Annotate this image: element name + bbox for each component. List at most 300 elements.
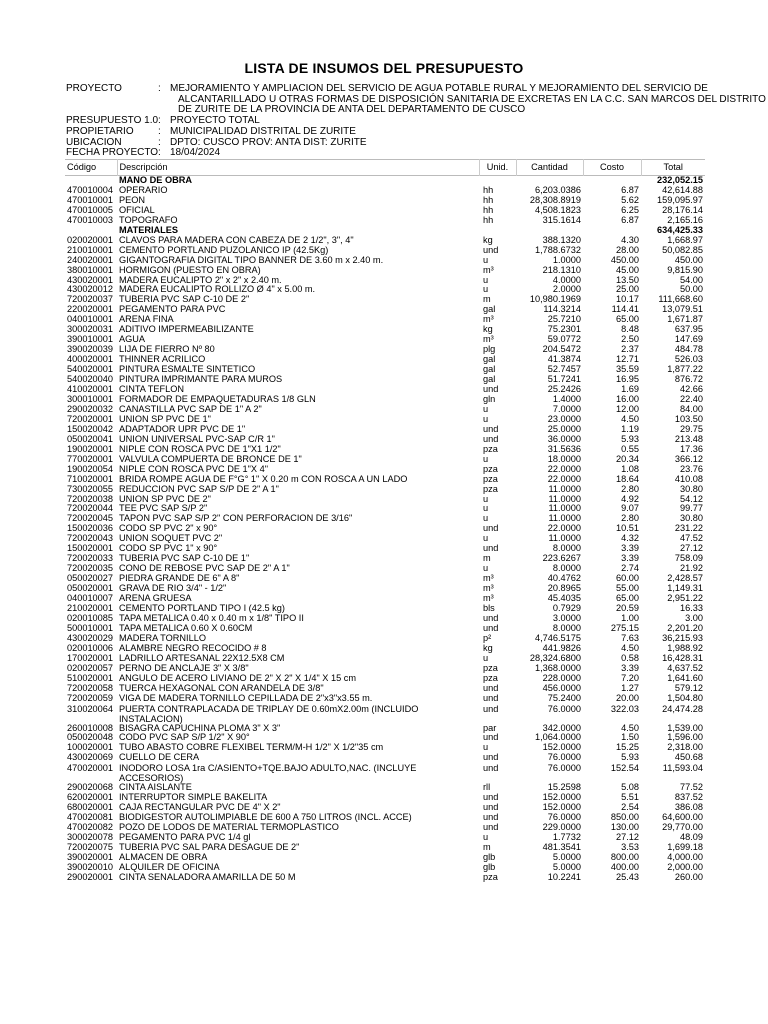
table-row xyxy=(65,495,705,505)
cell-cost: 6.87 xyxy=(621,185,639,195)
cell-cost: 6.25 xyxy=(621,205,639,215)
cell-unit: glb xyxy=(483,853,496,862)
cell-code: 720020058 xyxy=(67,683,113,693)
cell-code: 540020001 xyxy=(67,365,113,375)
cell-cost: 2.80 xyxy=(621,514,639,524)
cell-description: CEMENTO PORTLAND TIPO I (42.5 kg) xyxy=(119,603,285,613)
header-description: Descripción xyxy=(117,160,479,176)
cell-quantity: 28,324.6800 xyxy=(529,653,581,663)
cell-quantity: 218.1310 xyxy=(542,265,581,275)
cell-quantity: 315.1614 xyxy=(542,215,581,225)
cell-quantity: 1,788.6732 xyxy=(535,245,581,255)
cell-description: ALQUILER DE OFICINA xyxy=(119,862,220,872)
cell-quantity: 8.0000 xyxy=(552,623,581,633)
cell-code: 470010004 xyxy=(67,185,113,195)
cell-code: 470020082 xyxy=(67,823,113,833)
cell-cost: 5.51 xyxy=(621,793,639,803)
cell-description: CEMENTO PORTLAND PUZOLANICO IP (42.5Kg) xyxy=(119,245,329,255)
project-info xyxy=(66,83,766,159)
cell-description: INTERRUPTOR SIMPLE BAKELITA xyxy=(119,793,268,803)
cell-cost: 5.08 xyxy=(621,783,639,793)
cell-code: 300020078 xyxy=(67,833,113,843)
cell-cost xyxy=(583,226,641,236)
cell-description: ANGULO DE ACERO LIVIANO DE 2" X 2" X 1/4" X 15 cm xyxy=(119,673,356,683)
cell-cost: 13.50 xyxy=(616,275,639,285)
cell-cost: 3.39 xyxy=(621,663,639,673)
date-row: FECHA PROYECTO : 18/04/2024 xyxy=(66,147,221,159)
cell-cost: 2.74 xyxy=(621,564,639,574)
cell-cost: 1.27 xyxy=(621,683,639,693)
cell-cost xyxy=(583,176,641,186)
cell-total: 4,000.00 xyxy=(667,853,703,862)
table-row xyxy=(65,295,705,305)
cell-code: 020020001 xyxy=(67,235,113,245)
table-row xyxy=(65,514,705,524)
cell-quantity: 10.2241 xyxy=(547,872,581,882)
cell-total: 2,428.57 xyxy=(667,574,703,584)
table-row xyxy=(65,385,705,395)
cell-description: ADITIVO IMPERMEABILIZANTE xyxy=(119,325,254,335)
cell-unit: pza xyxy=(483,872,498,882)
table-row xyxy=(65,266,705,276)
cell-unit: und xyxy=(483,813,499,823)
cell-unit: gal xyxy=(483,305,496,315)
cell-total: 21.92 xyxy=(680,564,703,574)
cell-code: 170020001 xyxy=(67,653,113,663)
cell-cost: 12.71 xyxy=(616,355,639,365)
cell-description: TEE PVC SAP S/P 2" xyxy=(119,504,208,514)
cell-description: INODORO LOSA 1ra C/ASIENTO+TQE.BAJO ADULTO,NAC. (INCLUYE ACCESORIOS) xyxy=(119,763,417,784)
cell-unit: und xyxy=(483,245,499,255)
budget-row: PRESUPUESTO 1.0 : PROYECTO TOTAL xyxy=(66,115,260,127)
cell-description: MADERA EUCALIPTO ROLLIZO Ø 4" x 5.00 m. xyxy=(119,285,316,295)
cell-quantity: 152.0000 xyxy=(542,803,581,813)
cell-code: 220020001 xyxy=(67,305,113,315)
cell-cost: 10.51 xyxy=(616,524,639,534)
cell-cost: 4.30 xyxy=(621,235,639,245)
location-row: UBICACION : DPTO: CUSCO PROV: ANTA DIST: ZURITE xyxy=(66,136,367,148)
cell-description: MADERA EUCALIPTO 2" x 2" x 2.40 m. xyxy=(119,275,282,285)
cell-quantity: 1.0000 xyxy=(552,255,581,265)
cell-code: 310020064 xyxy=(67,703,113,714)
cell-code: 720020045 xyxy=(67,514,113,524)
table-row xyxy=(65,315,705,325)
table-row xyxy=(65,524,705,534)
cell-description: MADERA TORNILLO xyxy=(119,633,206,643)
cell-code: 720020037 xyxy=(67,295,113,305)
project-label: PROYECTO xyxy=(66,83,122,94)
cell-description: UNION SP PVC DE 1" xyxy=(119,414,211,424)
cell-cost: 18.64 xyxy=(616,474,639,484)
cell-unit: und xyxy=(483,733,499,743)
cell-total: 1,877.22 xyxy=(667,365,703,375)
cell-quantity: 11.0000 xyxy=(548,504,581,514)
table-row xyxy=(65,445,705,455)
cell-total: 22.40 xyxy=(680,394,703,404)
cell-total: 231.22 xyxy=(674,524,703,534)
cell-cost: 16.95 xyxy=(616,375,639,385)
cell-cost: 45.00 xyxy=(616,265,639,275)
table-row xyxy=(65,674,705,684)
table-row xyxy=(65,614,705,624)
cell-code: 260010008 xyxy=(67,723,113,733)
cell-total: 1,699.18 xyxy=(667,843,703,853)
cell-description: TUBERIA PVC SAL PARA DESAGUE DE 2" xyxy=(119,843,300,853)
cell-code: 720020038 xyxy=(67,494,113,504)
cell-description: CODO SP PVC 2" x 90° xyxy=(119,524,218,534)
cell-cost: 0.55 xyxy=(621,444,639,454)
table-row xyxy=(65,753,705,763)
cell-total: 2,165.16 xyxy=(667,215,703,225)
cell-cost: 152.54 xyxy=(610,763,639,774)
header-unit: Unid. xyxy=(479,160,516,176)
cell-description: ARENA FINA xyxy=(119,315,174,325)
cell-unit: bls xyxy=(483,603,495,613)
table-row xyxy=(65,206,705,216)
table-row xyxy=(65,475,705,485)
cell-total: 84.00 xyxy=(680,404,703,414)
table-row xyxy=(65,355,705,365)
cell-code: 470010005 xyxy=(67,205,113,215)
cell-unit: u xyxy=(483,653,489,663)
cell-total: 2,318.00 xyxy=(667,743,703,753)
cell-total: 50,082.85 xyxy=(662,245,703,255)
cell-cost: 65.00 xyxy=(616,594,639,604)
cell-unit: und xyxy=(483,793,499,803)
cell-quantity: 41.3874 xyxy=(547,355,581,365)
cell-cost: 1.69 xyxy=(621,385,639,395)
cell-quantity: 1,368.0000 xyxy=(535,663,581,673)
cell-code: 380010001 xyxy=(67,265,113,275)
table-row xyxy=(65,196,705,206)
cell-total: 579.12 xyxy=(674,683,703,693)
table-row xyxy=(65,684,705,694)
cell-cost: 2.80 xyxy=(621,484,639,494)
cell-cost: 20.59 xyxy=(616,603,639,613)
cell-code: 300010001 xyxy=(67,394,113,404)
cell-total: 232,052.15 xyxy=(657,175,703,185)
cell-cost: 3.53 xyxy=(621,843,639,853)
cell-description: TUBO ABASTO COBRE FLEXIBEL TERM/M-H 1/2" X 1/2"35 cm xyxy=(119,743,384,753)
cell-total: 111,668.60 xyxy=(658,295,703,305)
table-row xyxy=(65,504,705,514)
cell-description: HORMIGON (PUESTO EN OBRA) xyxy=(119,265,261,275)
header-quantity: Cantidad xyxy=(516,160,583,176)
cell-code: 500010001 xyxy=(67,623,113,633)
cell-cost: 10.17 xyxy=(616,295,639,305)
table-row xyxy=(65,823,705,833)
cell-unit: u xyxy=(483,454,489,464)
owner-row: PROPIETARIO : MUNICIPALIDAD DISTRITAL DE ZURITE xyxy=(66,125,356,137)
cell-description: PINTURA ESMALTE SINTETICO xyxy=(119,365,256,375)
cell-quantity: 75.2301 xyxy=(547,325,581,335)
cell-quantity: 456.0000 xyxy=(542,683,581,693)
cell-code: 020010006 xyxy=(67,643,113,653)
cell-total: 48.09 xyxy=(680,833,703,843)
cell-quantity: 223.6267 xyxy=(542,554,581,564)
cell-cost: 2.37 xyxy=(621,345,639,355)
cell-description: BRIDA ROMPE AGUA DE F°G° 1" X 0.20 m CON ROSCA A UN LADO xyxy=(119,474,408,484)
cell-code xyxy=(65,176,117,186)
cell-description: BISAGRA CAPUCHINA PLOMA 3" X 3" xyxy=(119,723,281,733)
table-row xyxy=(65,604,705,614)
cell-quantity: 22.0000 xyxy=(547,524,581,534)
cell-code: 150020001 xyxy=(67,544,113,554)
cell-code: 040010001 xyxy=(67,315,113,325)
cell-quantity: 76.0000 xyxy=(547,753,581,763)
table-row xyxy=(65,724,705,734)
cell-code: 020020057 xyxy=(67,663,113,673)
cell-quantity: 5.0000 xyxy=(552,862,581,872)
cell-code: 300020031 xyxy=(67,325,113,335)
header-cost: Costo xyxy=(583,160,641,176)
cell-description: NIPLE CON ROSCA PVC DE 1"X 4" xyxy=(119,464,268,474)
table-row xyxy=(65,276,705,286)
cell-code: 100020001 xyxy=(67,743,113,753)
cell-cost: 8.48 xyxy=(621,325,639,335)
cell-total: 1,504.80 xyxy=(667,693,703,703)
cell-description: CLAVOS PARA MADERA CON CABEZA DE 2 1/2", 3", 4" xyxy=(119,235,354,245)
cell-description: NIPLE CON ROSCA PVC DE 1"X1 1/2" xyxy=(119,444,281,454)
table-row xyxy=(65,186,705,196)
cell-cost: 12.00 xyxy=(616,404,639,414)
cell-unit: u xyxy=(483,534,489,544)
cell-quantity: 76.0000 xyxy=(547,703,581,714)
cell-code: 390020001 xyxy=(67,853,113,862)
cell-unit: m³ xyxy=(483,574,494,584)
table-row xyxy=(65,335,705,345)
cell-quantity: 228.0000 xyxy=(542,673,581,683)
cell-total: 410.08 xyxy=(674,474,703,484)
cell-total: 637.95 xyxy=(674,325,703,335)
cell-cost: 4.50 xyxy=(621,643,639,653)
cell-cost: 5.93 xyxy=(621,434,639,444)
project-row: PROYECTO : MEJORAMIENTO Y AMPLIACION DEL SERVICIO DE AGUA POTABLE RURAL Y MEJORAMIENTO DEL SERVICIO DE ALCANTARILLADO U OTRAS FORMAS DE DISPOSICIÓN SANITARIA DE EXCRETAS EN LA C.C. SAN MARCOS DEL DISTRITO DE ZURITE DE LA PROVINCIA DE ANTA DEL DEPARTAMENTO DE CUSCO xyxy=(66,83,766,116)
cell-description: TUBERIA PVC SAP C-10 DE 2" xyxy=(119,295,250,305)
cell-quantity: 52.7457 xyxy=(547,365,581,375)
cell-cost: 114.41 xyxy=(611,305,639,315)
cell-cost: 4.50 xyxy=(621,414,639,424)
cell-unit: gal xyxy=(483,375,496,385)
header-total: Total xyxy=(641,160,705,176)
cell-code: 210010001 xyxy=(67,245,113,255)
cell-code: 290020001 xyxy=(67,872,113,882)
cell-code: 720020075 xyxy=(67,843,113,853)
cell-cost: 15.25 xyxy=(616,743,639,753)
cell-quantity: 8.0000 xyxy=(552,544,581,554)
cell-code: 720020043 xyxy=(67,534,113,544)
cell-total: 1,539.00 xyxy=(667,723,703,733)
table-row xyxy=(65,564,705,574)
cell-total: 1,671.87 xyxy=(667,315,703,325)
cell-quantity: 0.7929 xyxy=(552,603,581,613)
cell-unit: und xyxy=(483,693,499,703)
table-row xyxy=(65,843,705,853)
cell-cost: 450.00 xyxy=(610,255,639,265)
cell-quantity: 481.3541 xyxy=(542,843,581,853)
cell-unit: kg xyxy=(483,235,493,245)
cell-description: PERNO DE ANCLAJE 3" X 3/8" xyxy=(119,663,249,673)
supplies-table xyxy=(65,159,705,883)
cell-total: 17.36 xyxy=(680,444,703,454)
cell-description: LIJA DE FIERRO Nº 80 xyxy=(119,345,215,355)
cell-unit: gln xyxy=(483,394,496,404)
table-row xyxy=(65,305,705,315)
cell-description: CINTA AISLANTE xyxy=(119,783,192,793)
cell-unit: m³ xyxy=(483,594,494,604)
cell-unit: und xyxy=(483,524,499,534)
cell-total: 30.80 xyxy=(680,514,703,524)
cell-quantity: 8.0000 xyxy=(552,564,581,574)
cell-total: 99.77 xyxy=(680,504,703,514)
cell-code: 710020001 xyxy=(67,474,113,484)
table-row xyxy=(65,763,705,783)
cell-description: TAPA METALICA 0.40 x 0.40 m x 1/8" TIPO II xyxy=(119,613,304,623)
cell-cost: 4.50 xyxy=(621,723,639,733)
cell-unit: m xyxy=(483,295,491,305)
cell-description: PINTURA IMPRIMANTE PARA MUROS xyxy=(119,375,283,385)
cell-total: 147.69 xyxy=(674,335,703,345)
cell-total: 213.48 xyxy=(674,434,703,444)
cell-description: VALVULA COMPUERTA DE BRONCE DE 1" xyxy=(119,454,302,464)
table-row xyxy=(65,285,705,295)
cell-total: 16,428.31 xyxy=(662,653,703,663)
table-row xyxy=(65,256,705,266)
cell-code: 290020032 xyxy=(67,404,113,414)
cell-unit: m xyxy=(483,843,491,853)
cell-total: 36,215.93 xyxy=(662,633,703,643)
cell-total: 103.50 xyxy=(674,414,703,424)
cell-description: UNION SP PVC DE 2" xyxy=(119,494,211,504)
table-row xyxy=(65,236,705,246)
cell-cost: 130.00 xyxy=(610,823,639,833)
table-row xyxy=(65,584,705,594)
cell-total: 450.68 xyxy=(674,753,703,763)
table-row xyxy=(65,873,705,883)
cell-unit: hh xyxy=(483,185,494,195)
cell-quantity: 2.0000 xyxy=(552,285,581,295)
cell-quantity: 18.0000 xyxy=(547,454,581,464)
cell-cost: 16.00 xyxy=(616,394,639,404)
cell-description: CONO DE REBOSE PVC SAP DE 2" A 1" xyxy=(119,564,290,574)
cell-total: 28,176.14 xyxy=(662,205,703,215)
cell-cost: 7.20 xyxy=(621,673,639,683)
cell-total: 64,600.00 xyxy=(662,813,703,823)
cell-description: BIODIGESTOR AUTOLIMPIABLE DE 600 A 750 LITROS (INCL. ACCE) xyxy=(119,813,412,823)
table-row xyxy=(65,654,705,664)
cell-quantity: 229.0000 xyxy=(542,823,581,833)
cell-total: 366.12 xyxy=(674,454,703,464)
table-row xyxy=(65,485,705,495)
cell-description: CUELLO DE CERA xyxy=(119,753,200,763)
cell-description: OPERARIO xyxy=(119,185,168,195)
cell-description: CAJA RECTANGULAR PVC DE 4" X 2" xyxy=(119,803,281,813)
cell-code: 190020001 xyxy=(67,444,113,454)
cell-cost: 1.19 xyxy=(621,424,639,434)
cell-cost: 5.93 xyxy=(621,753,639,763)
section-row xyxy=(65,176,705,186)
table-row xyxy=(65,325,705,335)
cell-quantity: 4,746.5175 xyxy=(535,633,581,643)
cell-quantity: 11.0000 xyxy=(548,484,581,494)
cell-quantity: 36.0000 xyxy=(547,434,581,444)
table-row xyxy=(65,664,705,674)
cell-quantity: 152.0000 xyxy=(542,793,581,803)
cell-unit xyxy=(479,226,516,236)
table-row xyxy=(65,743,705,753)
cell-unit: und xyxy=(483,823,499,833)
project-value: MEJORAMIENTO Y AMPLIACION DEL SERVICIO DE AGUA POTABLE RURAL Y MEJORAMIENTO DEL SERVICIO DE ALCANTARILLADO U OTRAS FORMAS DE DISPOSICIÓN SANITARIA DE EXCRETAS EN LA C.C. SAN MARCOS DEL DISTRITO DE ZURITE DE LA PROVINCIA DE ANTA DEL DEPARTAMENTO DE CUSCO xyxy=(170,83,766,116)
cell-quantity: 1.7732 xyxy=(552,833,581,843)
cell-quantity: 25.2426 xyxy=(547,385,581,395)
cell-total: 42,614.88 xyxy=(662,185,703,195)
cell-code: 470010003 xyxy=(67,215,113,225)
cell-cost: 400.00 xyxy=(610,862,639,872)
cell-cost: 28.00 xyxy=(616,245,639,255)
cell-code: 430020029 xyxy=(67,633,113,643)
cell-cost: 20.00 xyxy=(616,693,639,703)
cell-total: 23.76 xyxy=(680,464,703,474)
cell-cost: 6.87 xyxy=(621,215,639,225)
cell-code: 730020055 xyxy=(67,484,113,494)
cell-quantity: 20.8965 xyxy=(547,584,581,594)
cell-quantity: 441.9826 xyxy=(542,643,581,653)
cell-total: 2,951.22 xyxy=(667,594,703,604)
cell-description: CODO PVC SAP S/P 1/2" X 90° xyxy=(119,733,250,743)
cell-code: 680020001 xyxy=(67,803,113,813)
cell-total: 42.66 xyxy=(680,385,703,395)
table-row xyxy=(65,455,705,465)
cell-unit: m³ xyxy=(483,265,494,275)
cell-cost: 25.00 xyxy=(616,285,639,295)
table-row xyxy=(65,415,705,425)
cell-description: CODO SP PVC 1" x 90° xyxy=(119,544,218,554)
cell-total: 50.00 xyxy=(680,285,703,295)
cell-cost: 65.00 xyxy=(616,315,639,325)
cell-description: PEON xyxy=(119,195,146,205)
cell-cost: 3.39 xyxy=(621,544,639,554)
table-row xyxy=(65,783,705,793)
cell-code: 430020012 xyxy=(67,285,113,295)
table-row xyxy=(65,365,705,375)
cell-quantity: 11.0000 xyxy=(548,514,581,524)
cell-quantity: 45.4035 xyxy=(547,594,581,604)
cell-unit: u xyxy=(483,494,489,504)
cell-unit xyxy=(479,176,516,186)
cell-unit: pza xyxy=(483,673,498,683)
cell-code: 720020033 xyxy=(67,554,113,564)
table-row xyxy=(65,793,705,803)
cell-total: 47.52 xyxy=(680,534,703,544)
cell-unit: u xyxy=(483,275,489,285)
cell-cost: 0.58 xyxy=(621,653,639,663)
cell-cost: 4.32 xyxy=(621,534,639,544)
cell-description: TUERCA HEXAGONAL CON ARANDELA DE 3/8" xyxy=(119,683,324,693)
cell-total: 837.52 xyxy=(674,793,703,803)
cell-code: 050020041 xyxy=(67,434,113,444)
cell-total: 526.03 xyxy=(674,355,703,365)
cell-code: 720020001 xyxy=(67,414,113,424)
cell-cost: 5.62 xyxy=(621,195,639,205)
cell-cost: 3.39 xyxy=(621,554,639,564)
cell-unit: und xyxy=(483,683,499,693)
cell-total: 2,000.00 xyxy=(667,862,703,872)
cell-unit: und xyxy=(483,703,499,714)
cell-total: 1,668.97 xyxy=(667,235,703,245)
cell-quantity: 7.0000 xyxy=(552,404,581,414)
cell-description: FORMADOR DE EMPAQUETADURAS 1/8 GLN xyxy=(119,394,316,404)
cell-code: 410020001 xyxy=(67,385,113,395)
